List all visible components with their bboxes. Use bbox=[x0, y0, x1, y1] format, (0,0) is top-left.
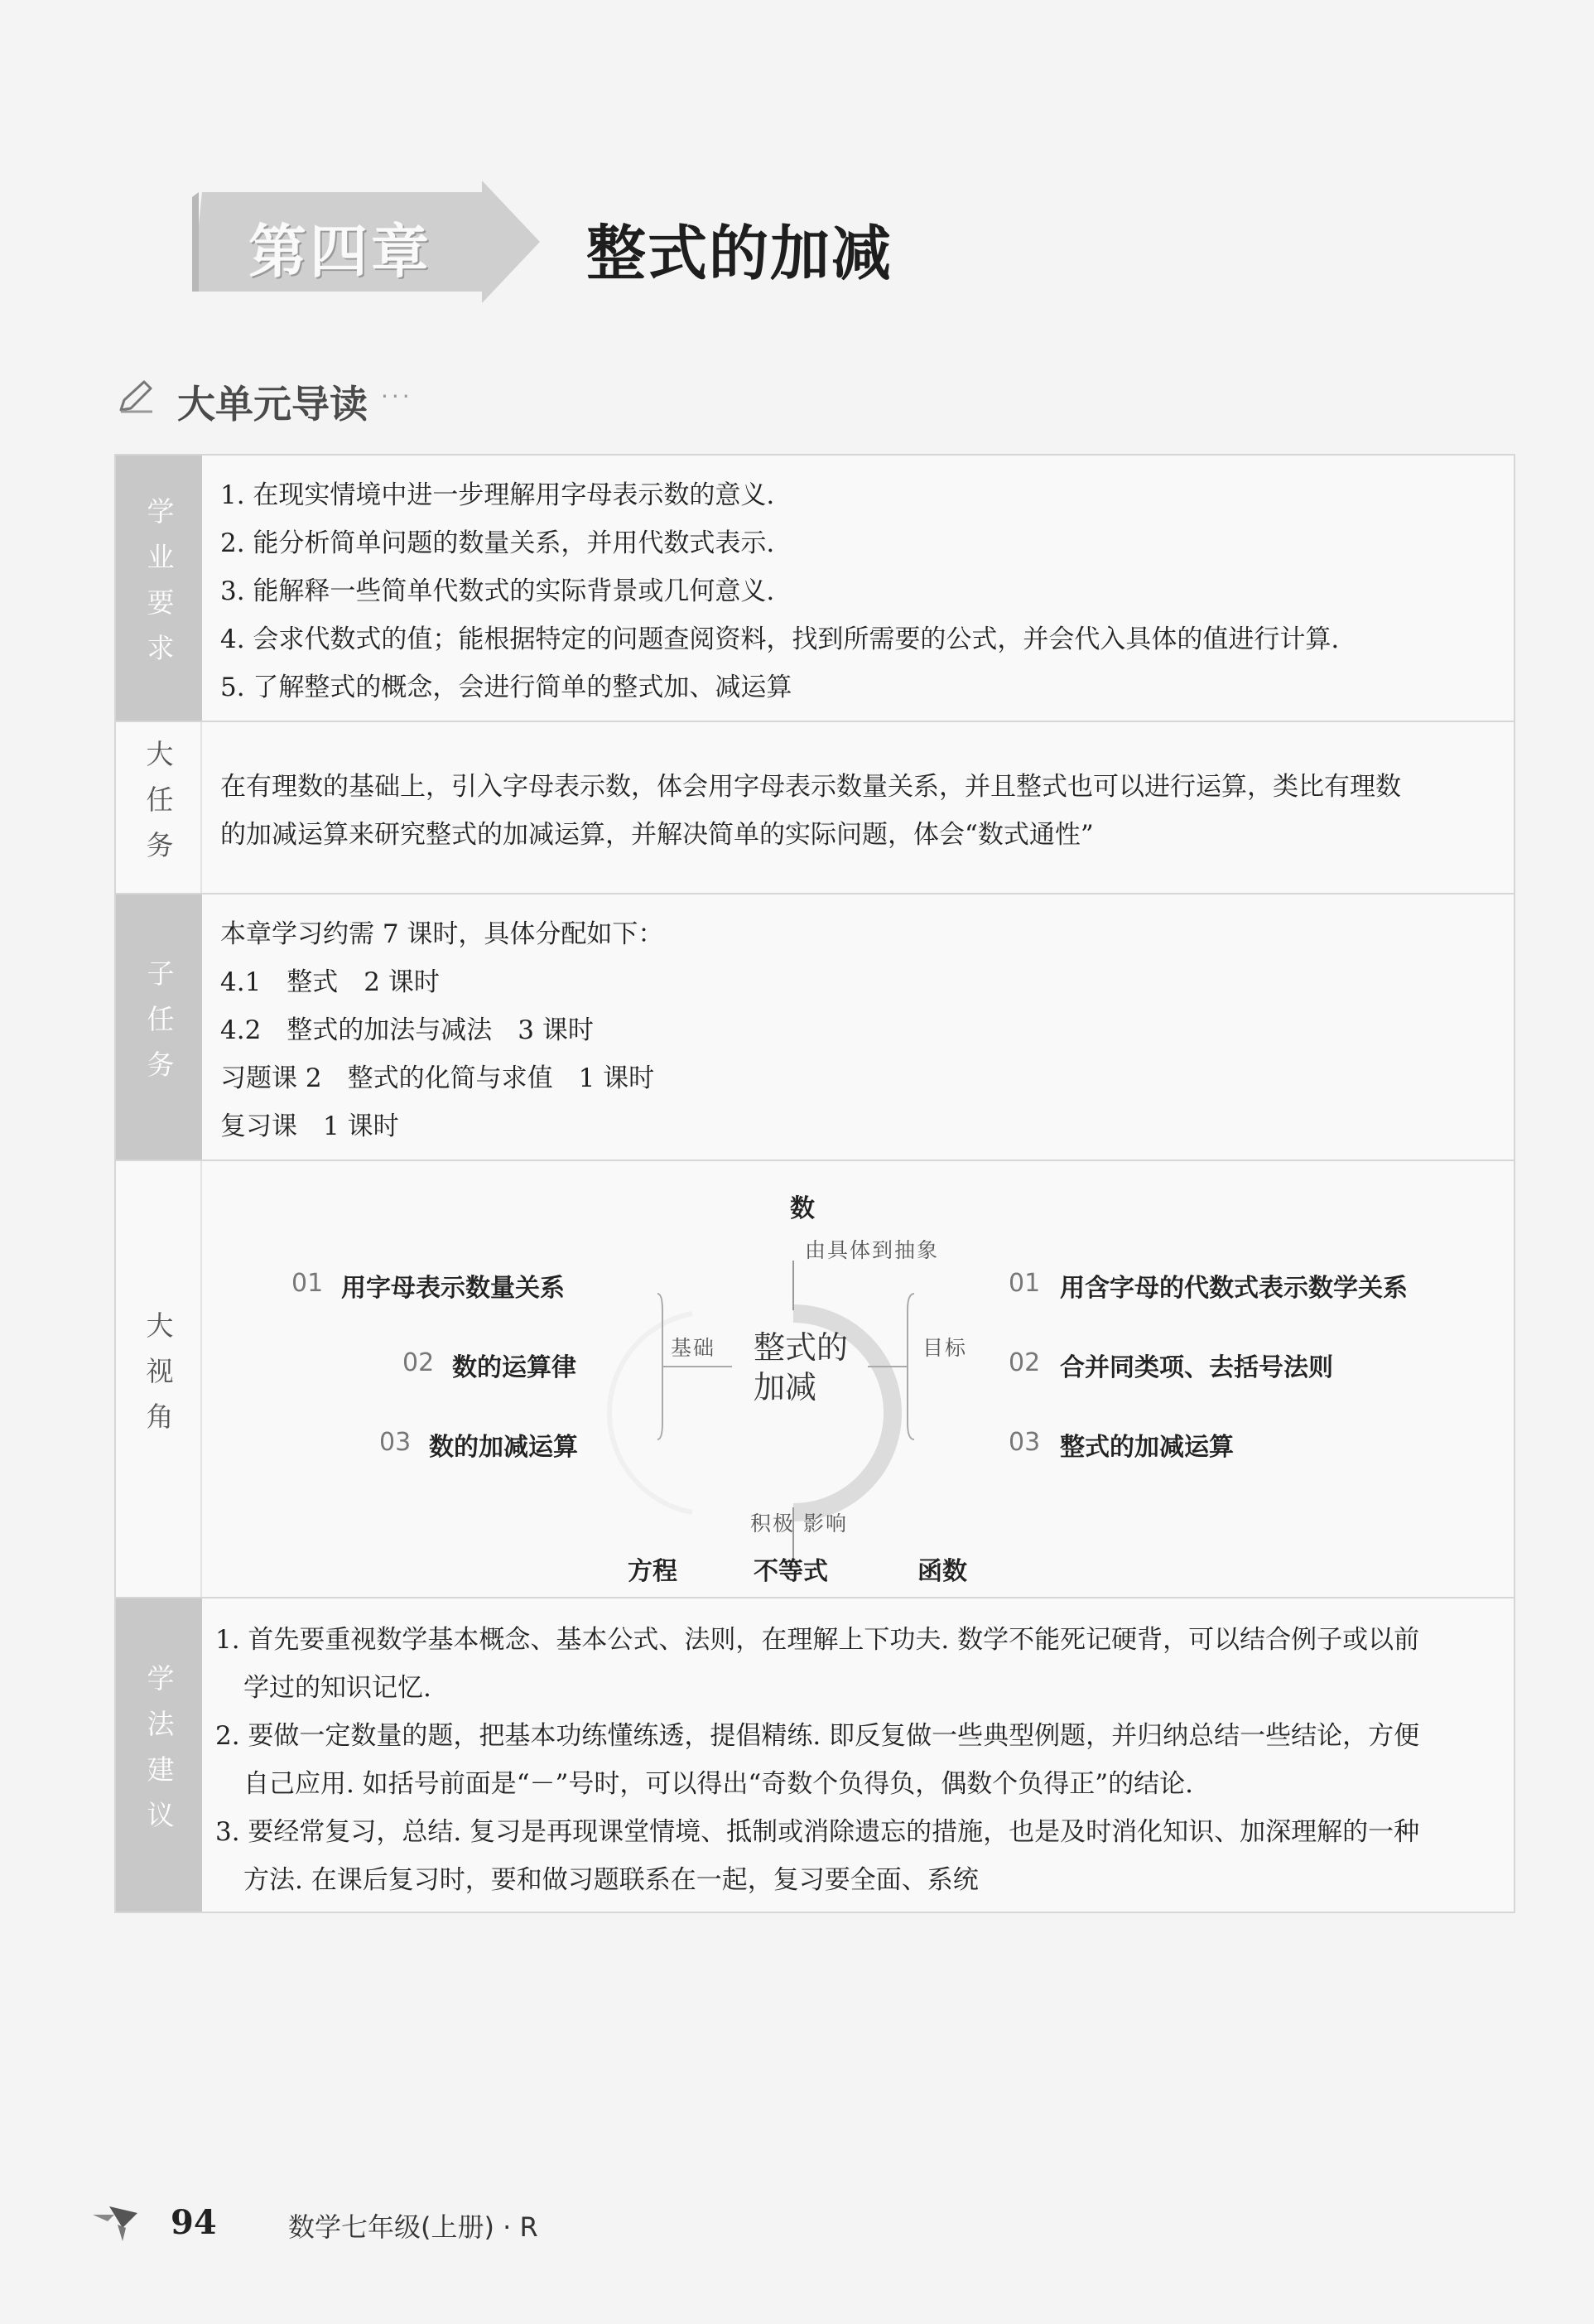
sub-tasks-content bbox=[220, 894, 1494, 1160]
bottom-item: 方程 bbox=[628, 1557, 677, 1586]
row-label-study-advice bbox=[116, 1598, 202, 1912]
requirement-item: 5. 了解整式的概念，会进行简单的整式加、减运算 bbox=[220, 673, 792, 702]
sub-task-line: 4.2 整式的加法与减法 3 课时 bbox=[220, 1015, 594, 1045]
requirement-item: 4. 会求代数式的值；能根据特定的问题查阅资料，找到所需要的公式，并会代入具体的值进行计算. bbox=[220, 624, 1340, 654]
advice-line: 3. 要经常复习，总结. 复习是再现课堂情境、抵制或消除遗忘的措施，也是及时消化知识、加深理解的一种 bbox=[215, 1817, 1420, 1847]
left-item-text: 用字母表示数量关系 bbox=[341, 1274, 565, 1303]
diagram-bottom-relation: 积极 影响 bbox=[750, 1512, 848, 1536]
label-text: 大任务 bbox=[142, 739, 175, 876]
advice-line: 自己应用. 如括号前面是“－”号时，可以得出“奇数个负得负，偶数个负得正”的结论. bbox=[243, 1769, 1193, 1799]
row-big-view bbox=[116, 1161, 1514, 1598]
row-study-advice bbox=[116, 1598, 1514, 1912]
label-text: 学业要求 bbox=[142, 497, 176, 679]
right-item-num: 02 bbox=[1009, 1348, 1041, 1377]
row-sub-tasks bbox=[116, 894, 1514, 1161]
advice-line: 方法. 在课后复习时，要和做习题联系在一起，复习要全面、系统 bbox=[243, 1865, 979, 1895]
study-advice-content bbox=[215, 1598, 1494, 1912]
advice-line: 1. 首先要重视数学基本概念、基本公式、法则，在理解上下功夫. 数学不能死记硬背，可以结合例子或以前 bbox=[215, 1625, 1420, 1655]
diagram-top-relation: 由具体到抽象 bbox=[805, 1238, 940, 1262]
diagram-right-relation: 目标 bbox=[922, 1336, 968, 1360]
label-text: 子任务 bbox=[142, 958, 176, 1096]
row-label-sub-tasks bbox=[116, 894, 202, 1160]
row-requirements bbox=[116, 456, 1514, 722]
big-task-line: 在有理数的基础上，引入字母表示数，体会用字母表示数量关系，并且整式也可以进行运算，类比有理数 bbox=[220, 772, 1401, 802]
requirement-item: 1. 在现实情境中进一步理解用字母表示数的意义. bbox=[220, 480, 775, 510]
sub-task-line: 复习课 1 课时 bbox=[220, 1111, 399, 1141]
advice-line: 2. 要做一定数量的题，把基本功练懂练透，提倡精练. 即反复做一些典型例题，并归纳总结一些结论，方便 bbox=[215, 1721, 1420, 1751]
sub-task-line: 习题课 2 整式的化简与求值 1 课时 bbox=[220, 1063, 655, 1093]
advice-line: 学过的知识记忆. bbox=[243, 1673, 431, 1703]
row-big-task bbox=[116, 722, 1514, 894]
requirements-content bbox=[220, 456, 1494, 721]
diagram-left-relation: 基础 bbox=[671, 1336, 716, 1360]
big-task-line: 的加减运算来研究整式的加减运算，并解决简单的实际问题，体会“数式通性” bbox=[220, 820, 1094, 850]
left-item-text: 数的运算律 bbox=[452, 1353, 576, 1382]
right-item-text: 整式的加减运算 bbox=[1060, 1433, 1234, 1462]
big-view-diagram bbox=[202, 1161, 1514, 1597]
chapter-title: 整式的加减 bbox=[586, 219, 893, 288]
guide-table bbox=[114, 454, 1515, 1913]
label-text: 大视角 bbox=[142, 1310, 175, 1448]
diagram-top-node: 数 bbox=[790, 1194, 815, 1223]
diagram-center-line1: 整式的 bbox=[754, 1329, 849, 1366]
book-logo-icon bbox=[89, 2203, 142, 2244]
section-title: 大单元导读 bbox=[177, 382, 368, 427]
page-number: 94 bbox=[171, 2203, 217, 2242]
right-item-num: 03 bbox=[1009, 1428, 1041, 1457]
section-dots: ··· bbox=[381, 383, 413, 410]
sub-task-line: 本章学习约需 7 课时，具体分配如下： bbox=[220, 919, 664, 949]
requirement-item: 3. 能解释一些简单代数式的实际背景或几何意义. bbox=[220, 576, 775, 606]
pencil-icon bbox=[116, 377, 156, 417]
bottom-item: 函数 bbox=[917, 1557, 967, 1586]
row-label-requirements bbox=[116, 456, 202, 721]
big-task-content bbox=[220, 722, 1494, 893]
book-title: 数学七年级(上册) · R bbox=[288, 2211, 538, 2243]
row-label-big-task bbox=[116, 722, 202, 893]
right-item-text: 用含字母的代数式表示数学关系 bbox=[1060, 1274, 1408, 1303]
bottom-item: 不等式 bbox=[754, 1557, 828, 1586]
right-item-text: 合并同类项、去括号法则 bbox=[1060, 1353, 1333, 1382]
chapter-number: 第四章 bbox=[248, 218, 432, 286]
diagram-center-line2: 加减 bbox=[754, 1369, 817, 1405]
left-item-num: 03 bbox=[379, 1428, 412, 1457]
sub-task-line: 4.1 整式 2 课时 bbox=[220, 967, 440, 997]
left-item-num: 02 bbox=[402, 1348, 435, 1377]
label-text: 学法建议 bbox=[142, 1664, 176, 1846]
left-item-num: 01 bbox=[291, 1269, 324, 1298]
row-label-big-view bbox=[116, 1161, 202, 1597]
left-item-text: 数的加减运算 bbox=[429, 1433, 578, 1462]
requirement-item: 2. 能分析简单问题的数量关系，并用代数式表示. bbox=[220, 528, 775, 558]
right-item-num: 01 bbox=[1009, 1269, 1041, 1298]
